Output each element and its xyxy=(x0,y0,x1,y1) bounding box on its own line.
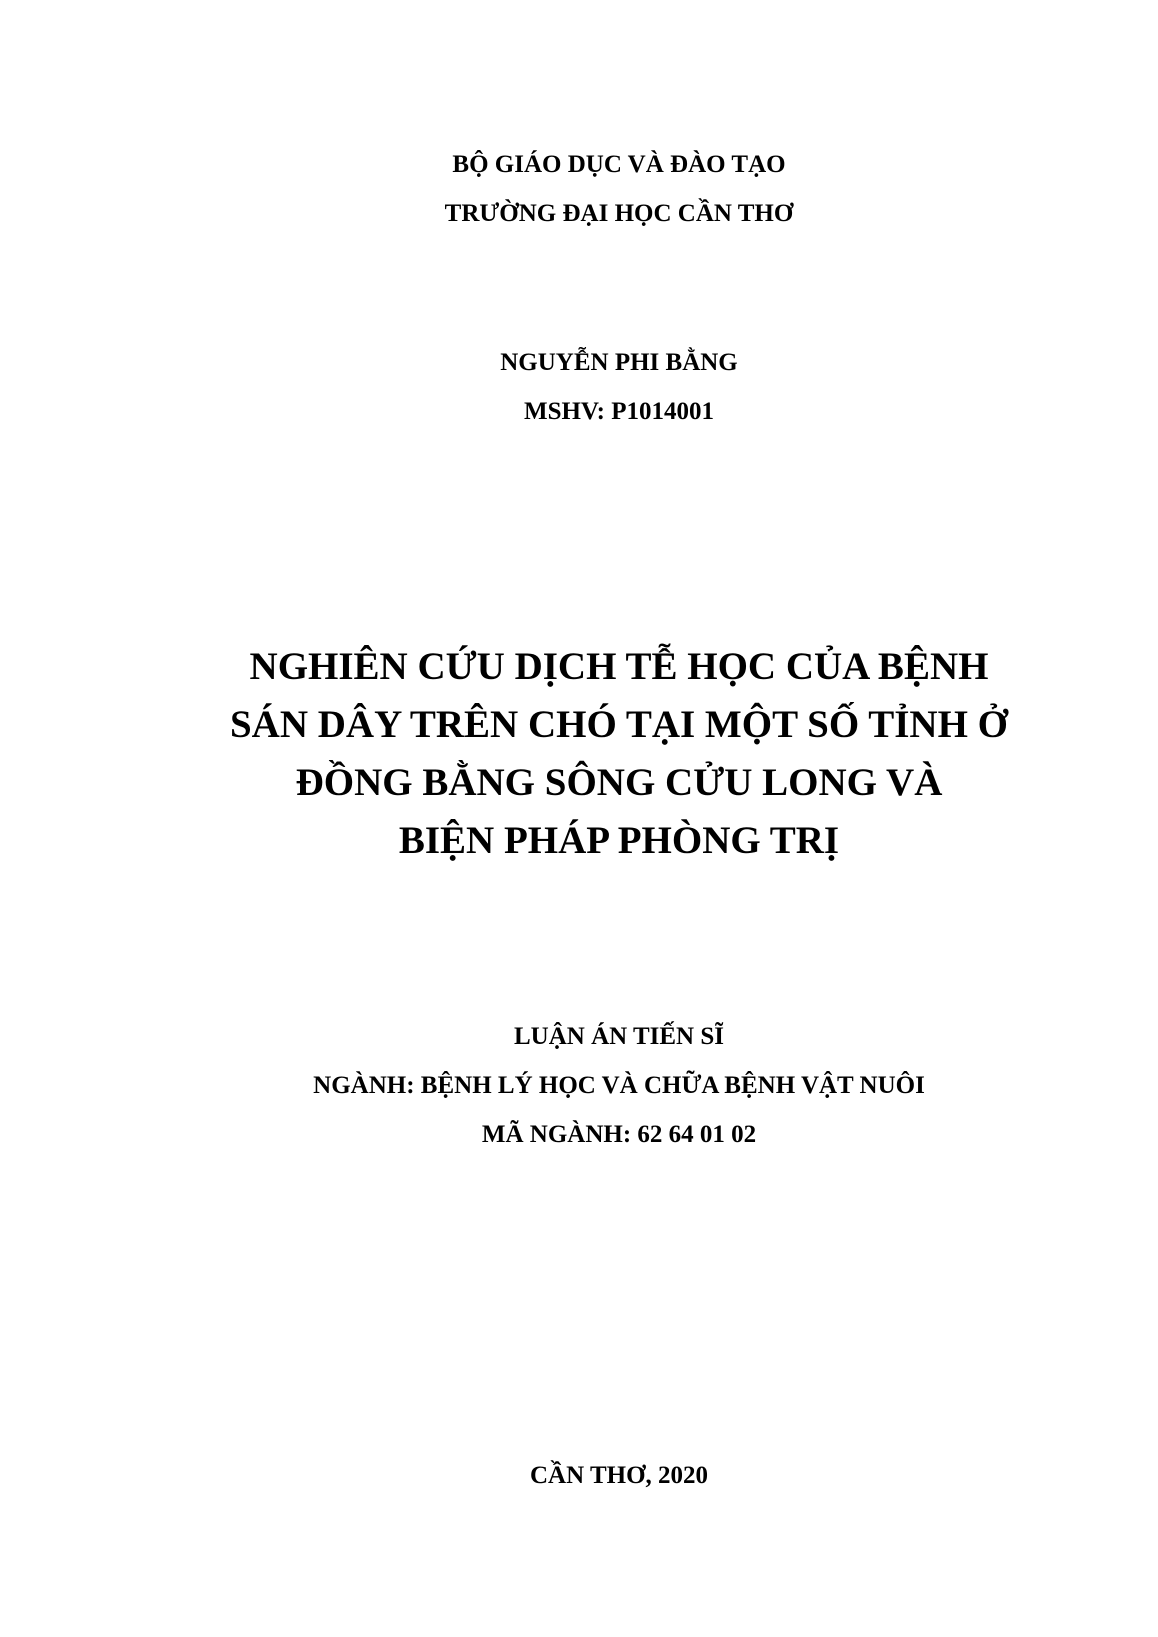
thesis-title-line-1: NGHIÊN CỨU DỊCH TỄ HỌC CỦA BỆNH xyxy=(249,645,989,688)
major: NGÀNH: BỆNH LÝ HỌC VÀ CHỮA BỆNH VẬT NUÔI xyxy=(313,1072,925,1099)
thesis-title-line-2: SÁN DÂY TRÊN CHÓ TẠI MỘT SỐ TỈNH Ở xyxy=(229,703,1008,746)
ministry-heading: BỘ GIÁO DỤC VÀ ĐÀO TẠO xyxy=(452,151,786,178)
author-name: NGUYỄN PHI BẰNG xyxy=(500,349,738,376)
major-code: MÃ NGÀNH: 62 64 01 02 xyxy=(481,1121,757,1148)
thesis-title-line-4: BIỆN PHÁP PHÒNG TRỊ xyxy=(398,819,840,862)
thesis-title-line-3: ĐỒNG BẰNG SÔNG CỬU LONG VÀ xyxy=(295,761,943,804)
student-id: MSHV: P1014001 xyxy=(523,398,715,425)
university-heading: TRƯỜNG ĐẠI HỌC CẦN THƠ xyxy=(444,200,794,227)
degree-type: LUẬN ÁN TIẾN SĨ xyxy=(513,1023,724,1050)
place-and-year: CẦN THƠ, 2020 xyxy=(529,1462,709,1489)
